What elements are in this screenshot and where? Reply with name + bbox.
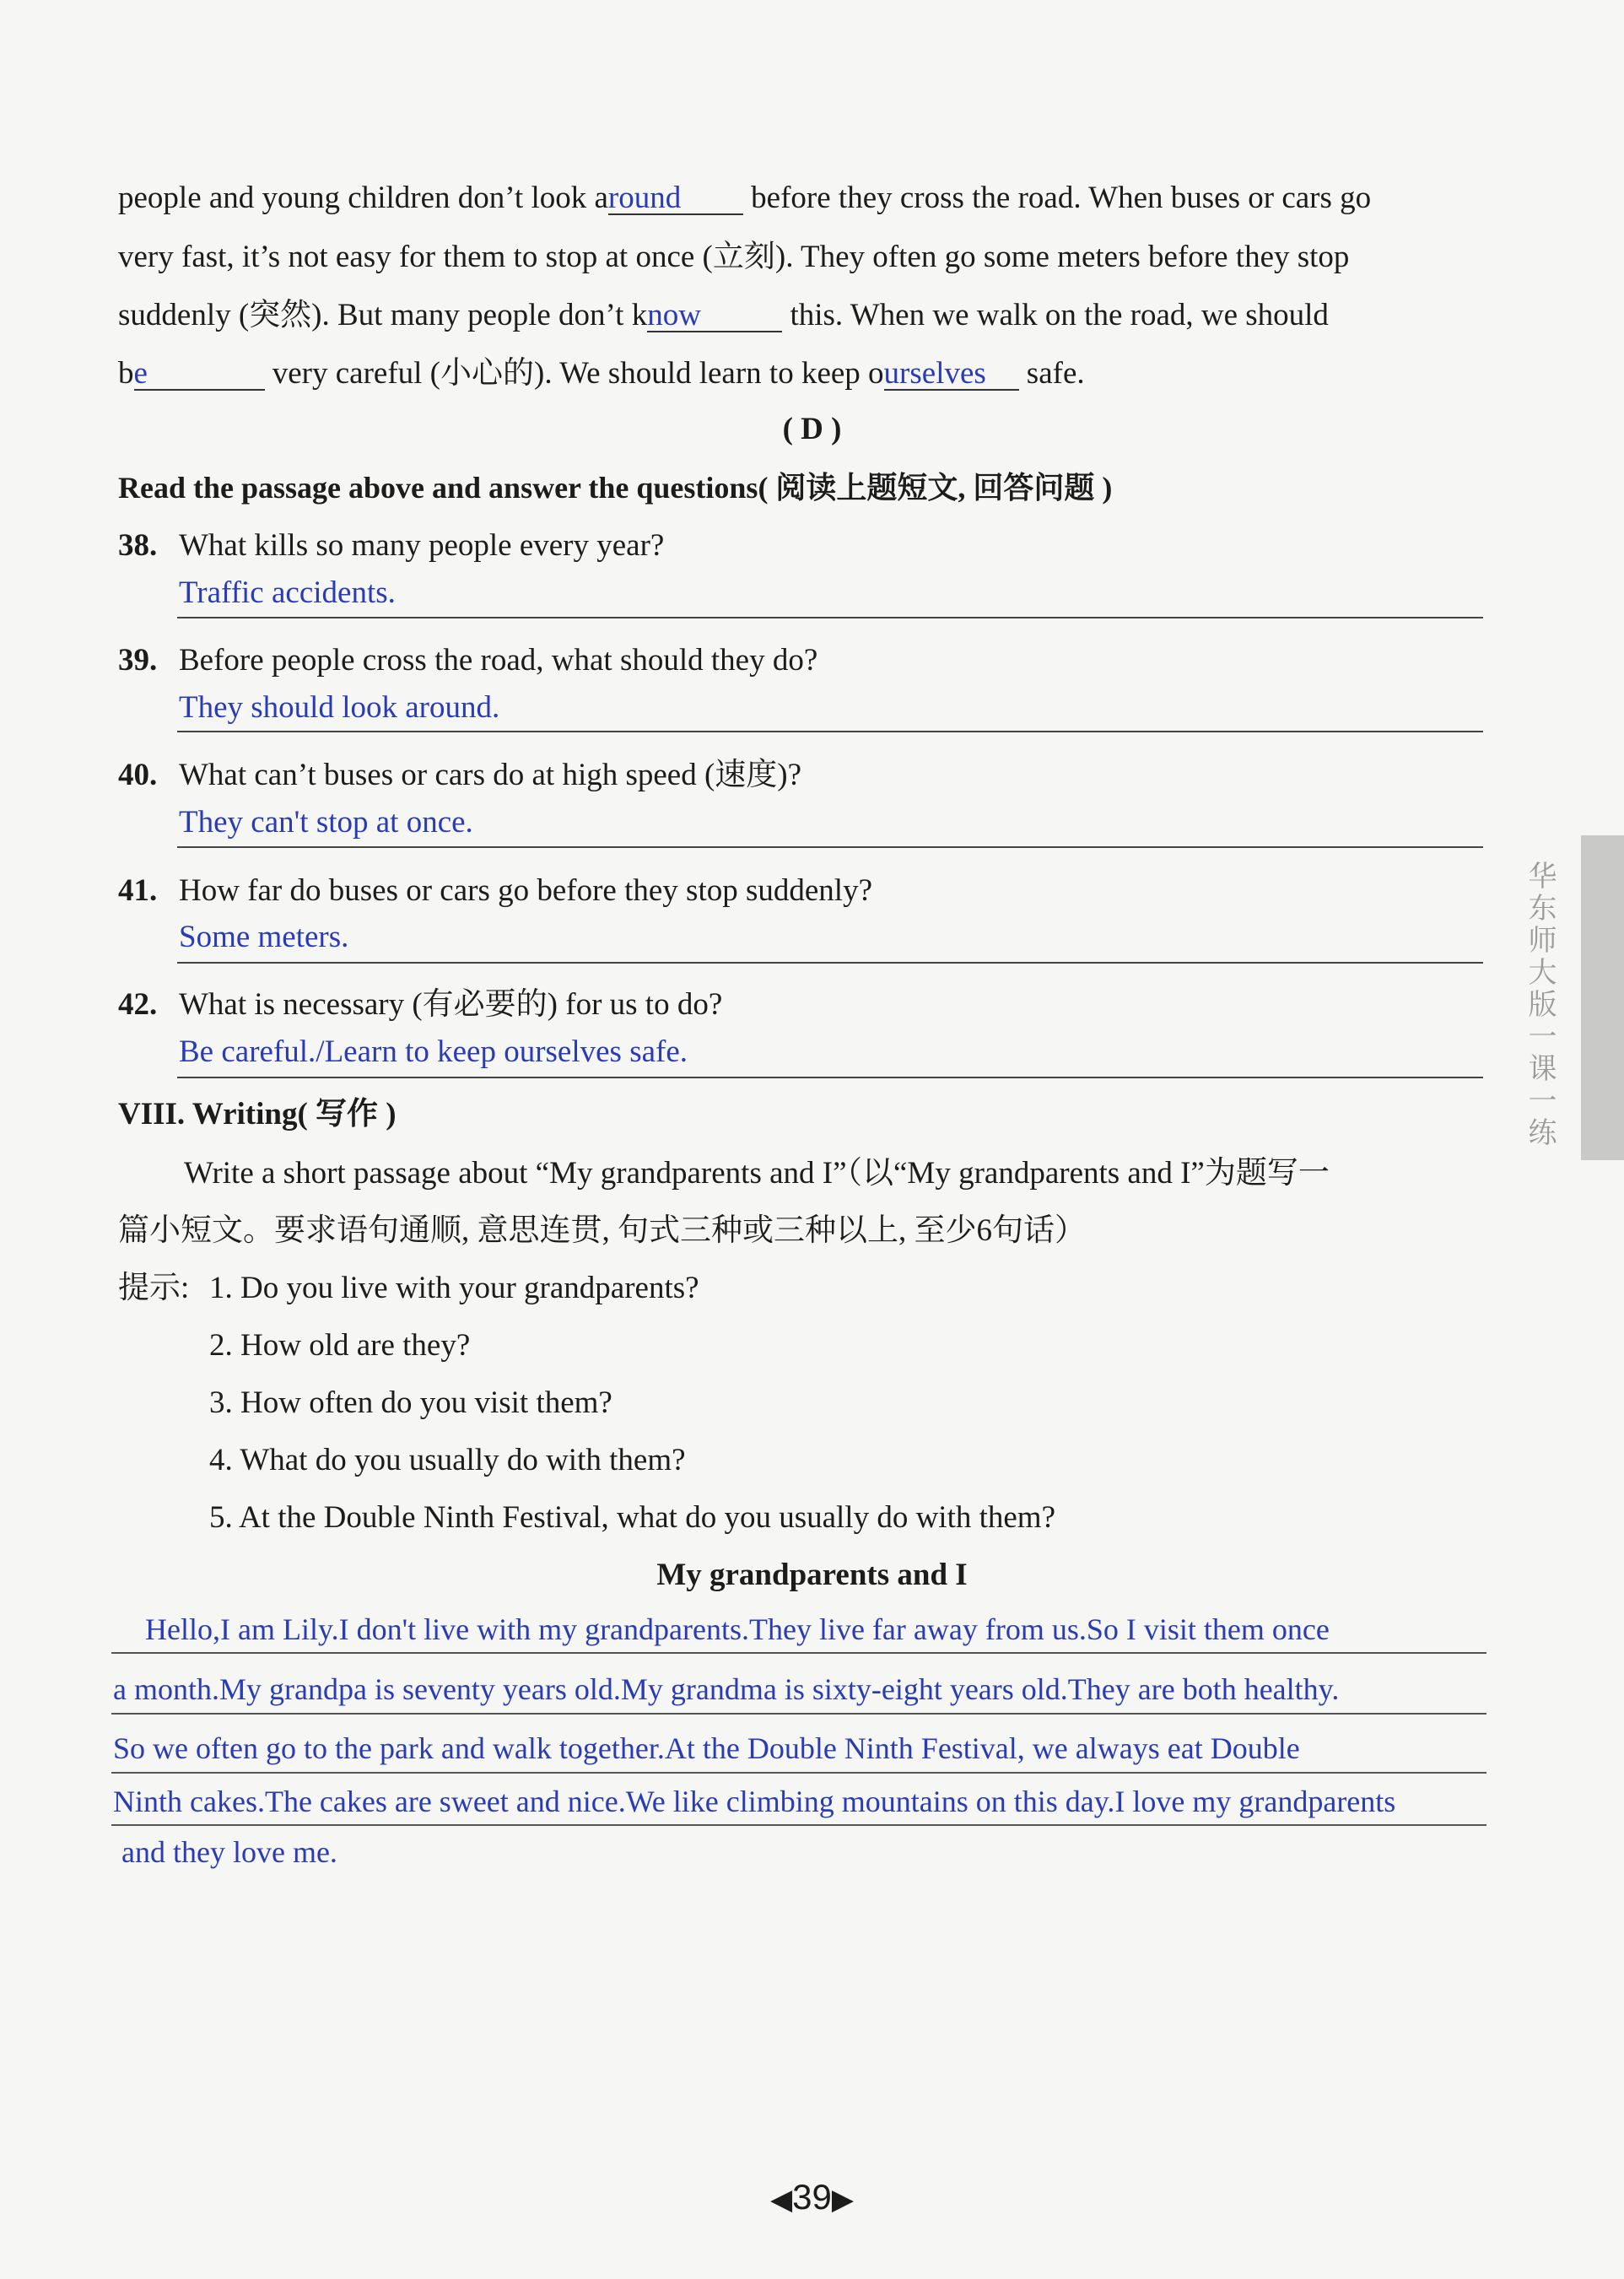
blank-answer: round	[607, 181, 682, 215]
passage-line-1	[118, 182, 1371, 215]
essay-rule	[111, 1713, 1486, 1715]
answer-line	[177, 962, 1483, 964]
heading-text-cn: ( 写作 )	[297, 1097, 397, 1131]
answer-40[interactable]: They can't stop at once.	[179, 805, 473, 840]
question-38	[118, 530, 664, 561]
section-instruction	[118, 473, 1112, 503]
essay-line: a month.My grandpa is seventy years old.My grandma is sixty-eight years old.They are both healthy.	[113, 1672, 1340, 1706]
question-39	[118, 645, 817, 676]
question-text: What can’t buses or cars do at high speed (速度)?	[179, 758, 802, 792]
passage-text: people and young children don’t look a	[118, 181, 608, 215]
question-41	[118, 875, 872, 906]
answer-line	[177, 1077, 1483, 1078]
hint-item: 5. At the Double Ninth Festival, what do you usually do with them?	[209, 1500, 1056, 1535]
essay-rule	[111, 1772, 1486, 1774]
essay-title: My grandparents and I	[656, 1558, 968, 1592]
heading-text: VIII. Writing	[118, 1097, 298, 1131]
question-text: Before people cross the road, what should they do?	[179, 643, 818, 678]
answer-line	[177, 731, 1483, 732]
question-number: 42.	[118, 987, 158, 1022]
answer-39[interactable]: They should look around.	[179, 690, 500, 725]
essay-line: Ninth cakes.The cakes are sweet and nice.We like climbing mountains on this day.I love my grandparents	[113, 1785, 1396, 1818]
question-42	[118, 989, 722, 1020]
essay-line: Hello,I am Lily.I don't live with my grandparents.They live far away from us.So I visit them once	[145, 1612, 1330, 1646]
side-label: 华东师大版一课一练	[1523, 861, 1557, 1149]
question-number: 38.	[118, 528, 158, 563]
question-40	[118, 759, 801, 791]
question-number: 41.	[118, 873, 158, 908]
hint-item: 2. How old are they?	[209, 1328, 471, 1363]
blank-answer: urselves	[883, 356, 986, 391]
question-text: What kills so many people every year?	[179, 528, 665, 563]
passage-text: suddenly (突然). But many people don’t k	[118, 298, 648, 332]
page-number: 39	[792, 2177, 832, 2217]
hint-item: 4. What do you usually do with them?	[209, 1443, 686, 1477]
essay-line: So we often go to the park and walk together.At the Double Ninth Festival, we always eat Double	[113, 1731, 1300, 1765]
page-number-area	[0, 2177, 1624, 2217]
passage-text: this. When we walk on the road, we should	[782, 298, 1329, 332]
blank-answer: e	[133, 356, 148, 391]
passage-text: before they cross the road. When buses or cars go	[742, 181, 1372, 215]
blank-answer: now	[647, 298, 701, 332]
question-number: 39.	[118, 643, 158, 678]
side-tab	[1581, 835, 1624, 1160]
question-text: How far do buses or cars go before they stop suddenly?	[179, 873, 873, 908]
writing-heading	[118, 1099, 397, 1130]
answer-blank[interactable]	[134, 358, 265, 391]
instruction-text-cn: ( 阅读上题短文, 回答问题 )	[758, 471, 1113, 505]
essay-rule	[111, 1824, 1486, 1826]
passage-line-3	[118, 300, 1329, 332]
answer-blank[interactable]	[884, 358, 1019, 391]
passage-line-4	[118, 358, 1085, 391]
question-number: 40.	[118, 758, 158, 792]
passage-text: safe.	[1018, 356, 1085, 391]
answer-42[interactable]: Be careful./Learn to keep ourselves safe.	[179, 1034, 688, 1069]
answer-line	[177, 846, 1483, 848]
passage-text: b	[118, 356, 134, 391]
writing-prompt-1: Write a short passage about “My grandparents and I”（以“My grandparents and I”为题写一	[184, 1156, 1330, 1191]
answer-blank[interactable]	[608, 182, 743, 215]
essay-rule	[111, 1652, 1486, 1654]
hint-item: 1. Do you live with your grandparents?	[209, 1271, 699, 1305]
next-triangle-icon: ▶	[831, 2184, 855, 2216]
hint-item: 3. How often do you visit them?	[209, 1385, 612, 1420]
prev-triangle-icon: ◀	[769, 2184, 793, 2216]
answer-line	[177, 617, 1483, 618]
hint-label: 提示:	[118, 1271, 190, 1305]
section-label: ( D )	[782, 412, 842, 446]
passage-line-2: very fast, it’s not easy for them to stop at once (立刻). They often go some meters before they stop	[118, 240, 1350, 274]
answer-41[interactable]: Some meters.	[179, 920, 349, 954]
question-text: What is necessary (有必要的) for us to do?	[179, 987, 723, 1022]
answer-blank[interactable]	[647, 300, 782, 332]
answer-38[interactable]: Traffic accidents.	[179, 575, 396, 610]
writing-prompt-2: 篇小短文。要求语句通顺, 意思连贯, 句式三种或三种以上, 至少6句话）	[118, 1213, 1086, 1248]
passage-text: very careful (小心的). We should learn to keep o	[264, 356, 884, 391]
essay-line: and they love me.	[121, 1835, 337, 1869]
instruction-text: Read the passage above and answer the questions	[118, 471, 758, 505]
